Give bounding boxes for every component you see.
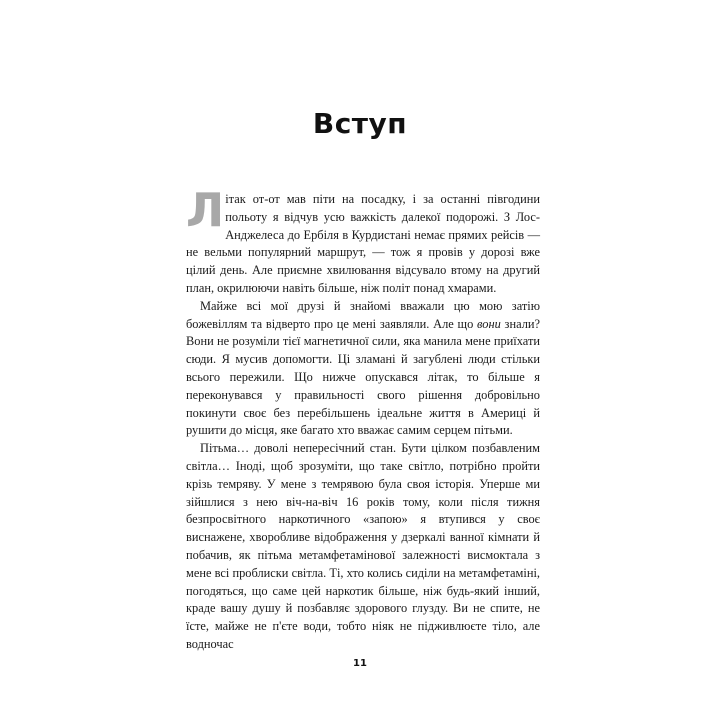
chapter-title: Вступ	[312, 106, 408, 140]
page-number: 11	[353, 658, 367, 669]
text-run: знали? Вони не розуміли тієї магнетичної сили, яка манила мене приїхати сюди. Я мусив допомогти. Ці зламані й загублені люди стільки всього пережили. Що нижче опускався літак, то більше я переконувався у правильності свого рішення добровільно покинути своє без перебільшень ідеальне життя в Америці й рушити до місця, яке багато хто вважає самим серцем пітьми.	[186, 316, 541, 438]
text-run: Пітьма… доволі непересічний стан. Бути цілком позбавленим світла… Іноді, щоб зрозуміти, що таке світло, потрібно пройти крізь темряву. У мене з темрявою була своя історія. Уперше ми зійшлися з нею віч-на-віч 16 років тому, коли після тижня безпросвітного наркотичного «запою» я втупився у своє виснажене, хворобливе відображення у дзеркалі ванної кімнати й побачив, як пітьма метамфетамінової залежності висмоктала з мене всі проблиски світла. Ті, хто колись сиділи на метамфетаміні, погодяться, що саме цей наркотик більше, ніж будь-який інший, краде вашу душу й позбавляє здорового глузду. Ви не спите, не їсте, майже не п'єте води, тобто ніяк не підживлюєте тіло, але водночас	[186, 441, 540, 651]
paragraph	[186, 183, 540, 298]
chapter-body	[186, 183, 541, 654]
paragraph	[186, 298, 540, 440]
paragraph	[186, 440, 540, 654]
text-run: Майже всі мої друзі й знайомі вважали цю мою затію божевіллям та відверто про це мені заявляли. Але що	[186, 298, 540, 331]
emphasis-text: вони	[477, 316, 501, 331]
text-run: ітак от-от мав піти на посадку, і за останні півгодини польоту я відчув усю важкість далекої подорожі. З Лос-Анджелеса до Ербіля в Курдистані немає прямих рейсів — не вельми популярний маршрут, — тож я провів у дорозі вже цілий день. Але приємне хвилювання відсувало втому на другий план, окрилюючи навіть більше, ніж політ понад хмарами.	[186, 192, 540, 295]
drop-cap: Л	[186, 183, 225, 237]
